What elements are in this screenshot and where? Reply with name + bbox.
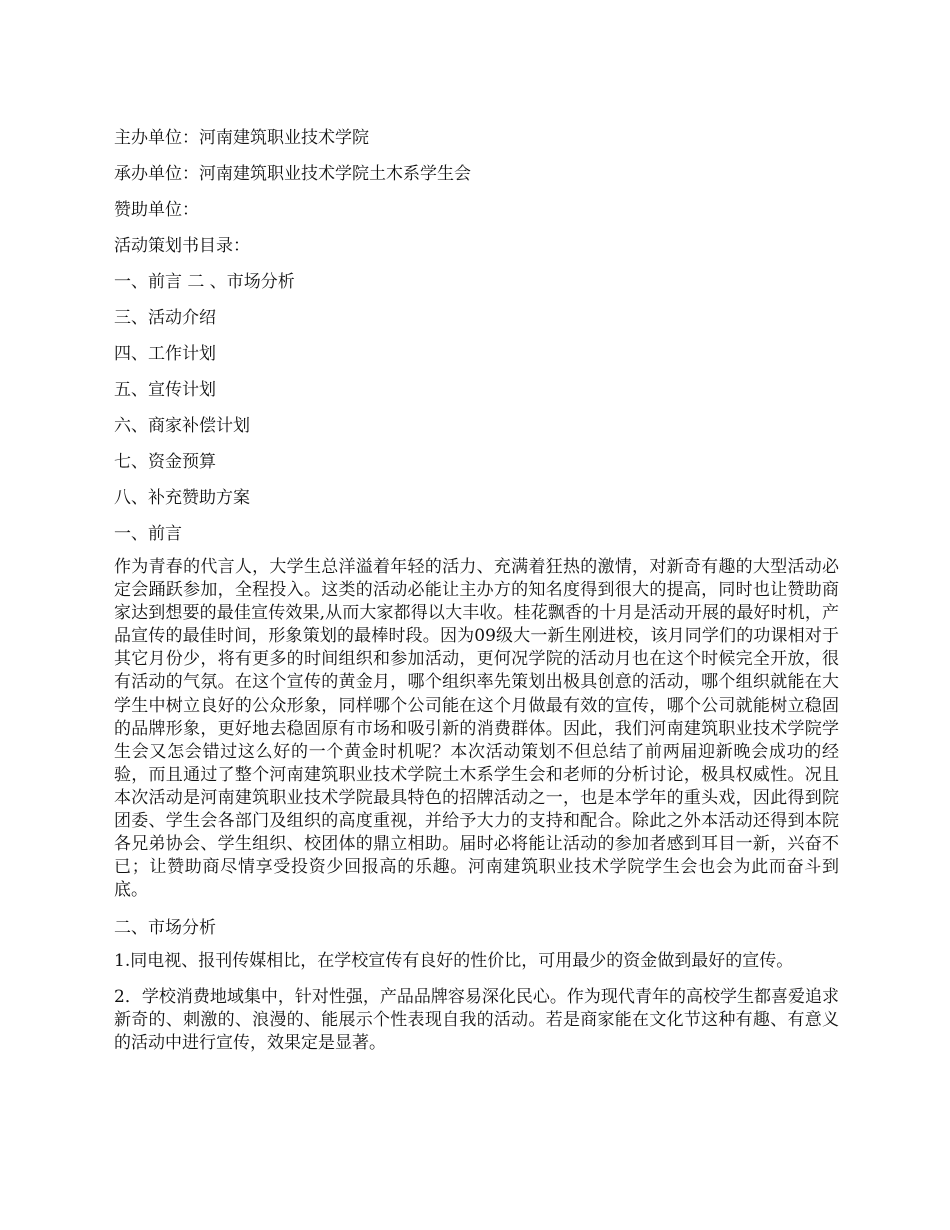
organizer-line: 主办单位：河南建筑职业技术学院 [114,128,369,148]
sponsor-line: 赞助单位： [114,200,199,220]
undertaker-line: 承办单位：河南建筑职业技术学院土木系学生会 [114,164,471,184]
toc-item-4: 四、工作计划 [114,344,216,364]
preface-heading: 一、前言 [114,524,182,544]
toc-item-1-2: 一、前言 二 、市场分析 [114,272,295,292]
toc-title: 活动策划书目录： [114,236,250,256]
market-point-1: 1.同电视、报刊传媒相比，在学校宣传有良好的性价比，可用最少的资金做到最好的宣传。 [114,951,794,972]
toc-item-3: 三、活动介绍 [114,308,216,328]
preface-paragraph: 作为青春的代言人，大学生总洋溢着年轻的活力、充满着狂热的激情，对新奇有趣的大型活动必定会踊跃参加，全程投入。这类的活动必能让主办方的知名度得到很大的提高，同时也让赞助商家达到想要的最佳宣传效果,从而大家都得以大丰收。桂花飘香的十月是活动开展的最好时机，产品宣传的最佳时间，形象策划的最棒时段。因为09级大一新生刚进校，该月同学们的功课相对于其它月份少，将有更多的时间组织和参加活动，更何况学院的活动月也在这个时候完全开放，很有活动的气氛。在这个宣传的黄金月，哪个组织率先策划出极具创意的活动，哪个组织就能在大学生中树立良好的公众形象，同样哪个公司能在这个月做最有效的宣传，哪个公司就能树立稳固的品牌形象，更好地去稳固原有市场和吸引新的消费群体。因此，我们河南建筑职业技术学院学生会又怎会错过这么好的一个黄金时机呢？本次活动策划不但总结了前两届迎新晚会成功的经验，而且通过了整个河南建筑职业技术学院土木系学生会和老师的分析讨论，极具权威性。况且本次活动是河南建筑职业技术学院最具特色的招牌活动之一，也是本学年的重头戏，因此得到院团委、学生会各部门及组织的高度重视，并给予大力的支持和配合。除此之外本活动还得到本院各兄弟协会、学生组织、校团体的鼎立相助。届时必将能让活动的参加者感到耳目一新，兴奋不已；让赞助商尽情享受投资少回报高的乐趣。河南建筑职业技术学院学生会也会为此而奋斗到底。 [114,557,839,901]
toc-item-7: 七、资金预算 [114,452,216,472]
market-analysis-heading: 二、市场分析 [114,918,216,939]
document-body [114,124,839,1067]
market-point-2: 2．学校消费地域集中，针对性强，产品品牌容易深化民心。作为现代青年的高校学生都喜爱追求新奇的、刺激的、浪漫的、能展示个性表现自我的活动。若是商家能在文化节这种有趣、有意义的活动中进行宣传，效果定是显著。 [114,986,839,1053]
toc-item-6: 六、商家补偿计划 [114,416,250,436]
toc-item-5: 五、宣传计划 [114,380,216,400]
toc-item-8: 八、补充赞助方案 [114,488,250,508]
